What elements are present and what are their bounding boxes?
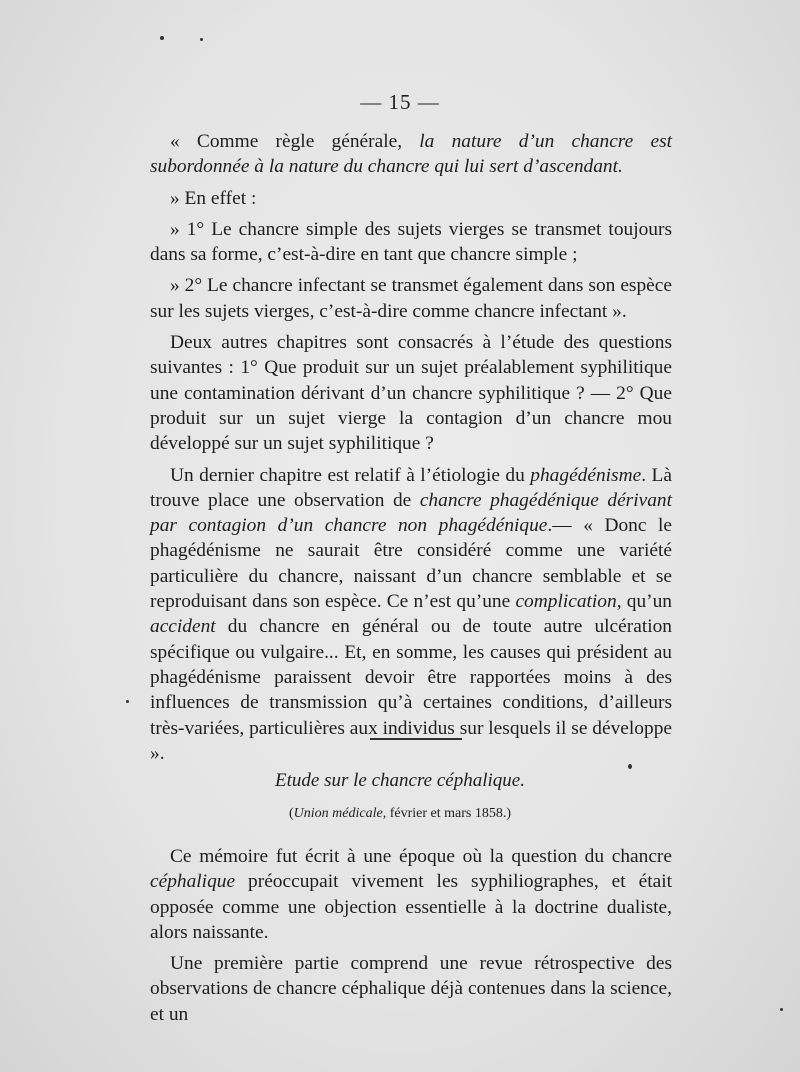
text-run: Un dernier chapitre est relatif à l’étiologie du [170,464,531,486]
paragraph [150,273,672,324]
page-number: — 15 — [360,90,440,114]
paragraph [150,463,672,767]
text-run: .— « Donc le phagédénisme ne saurait être considéré comme une variété particulière du chancre, naissant d’un chancre semblable et se reproduisant dans son espèce. Ce n’est qu’une [150,515,672,613]
italic-text: phagédénisme [530,464,642,486]
italic-text: accident [150,616,216,638]
text-run: , qu’un [616,591,672,613]
print-speck [200,38,203,41]
paragraph [150,844,672,945]
text-run: préoccupait vivement les syphiliographes, et était opposée comme une objection essentielle à la doctrine dualiste, alors naissante. [150,871,672,943]
italic-text: céphalique [150,871,236,893]
section-citation: (Union médicale, février et mars 1858.) [289,806,511,821]
section-text [150,844,672,1027]
text-run: Ce mémoire fut écrit à une époque où la question du chancre [170,846,672,867]
text-run: Deux autres chapitres sont consacrés à l’étude des questions suivantes : 1° Que produit sur un sujet préalablement syphilitique une contamination dérivant d’un chancre syphilitique ? — 2° Que produit sur un sujet vierge la contagion d’un chancre mou développé sur un sujet syphilitique ? [150,332,672,455]
paragraph [150,186,672,211]
paragraph [150,330,672,456]
print-speck [160,36,164,40]
paragraph [150,217,672,268]
italic-text: la nature d’un chancre est subordonnée à la nature du chancre qui lui sert d’ascendant. [150,131,672,178]
text-run: Une première partie comprend une revue rétrospective des observations de chancre céphalique déjà contenues dans la science, et un [150,953,672,1025]
text-run: » 1° Le chancre simple des sujets vierges se transmet toujours dans sa forme, c’est-à-dire en tant que chancre simple ; [150,218,672,266]
citation-source: Union médicale [293,806,383,821]
italic-text: chancre phagédénique dérivant par contagion d’un chancre non phagédénique [150,489,672,537]
paragraph [150,129,672,180]
section-divider [370,738,462,740]
print-speck [126,700,129,703]
text-run: du chancre en général ou de toute autre ulcération spécifique ou vulgaire... Et, en somme, les causes qui président au phagédénisme paraissent devoir être rapportées moins à des influences de transmission qu’à certaines conditions, d’ailleurs très-variées, particulières aux individus sur lesquels il se développe ». [150,616,672,764]
section-title: Etude sur le chancre céphalique. [275,770,525,791]
text-run: . Là trouve place une observation de [150,464,672,511]
italic-text: complication [515,591,617,613]
print-speck [780,1008,783,1011]
main-text [150,129,672,766]
paragraph [150,951,672,1027]
text-run: » 2° Le chancre infectant se transmet également dans son espèce sur les sujets vierges, c’est-à-dire comme chancre infectant ». [150,275,672,322]
text-run: « Comme règle générale, [170,131,420,152]
citation-rest: , février et mars 1858. [382,806,507,821]
text-run: » En effet : [170,187,257,209]
print-speck [628,764,632,769]
